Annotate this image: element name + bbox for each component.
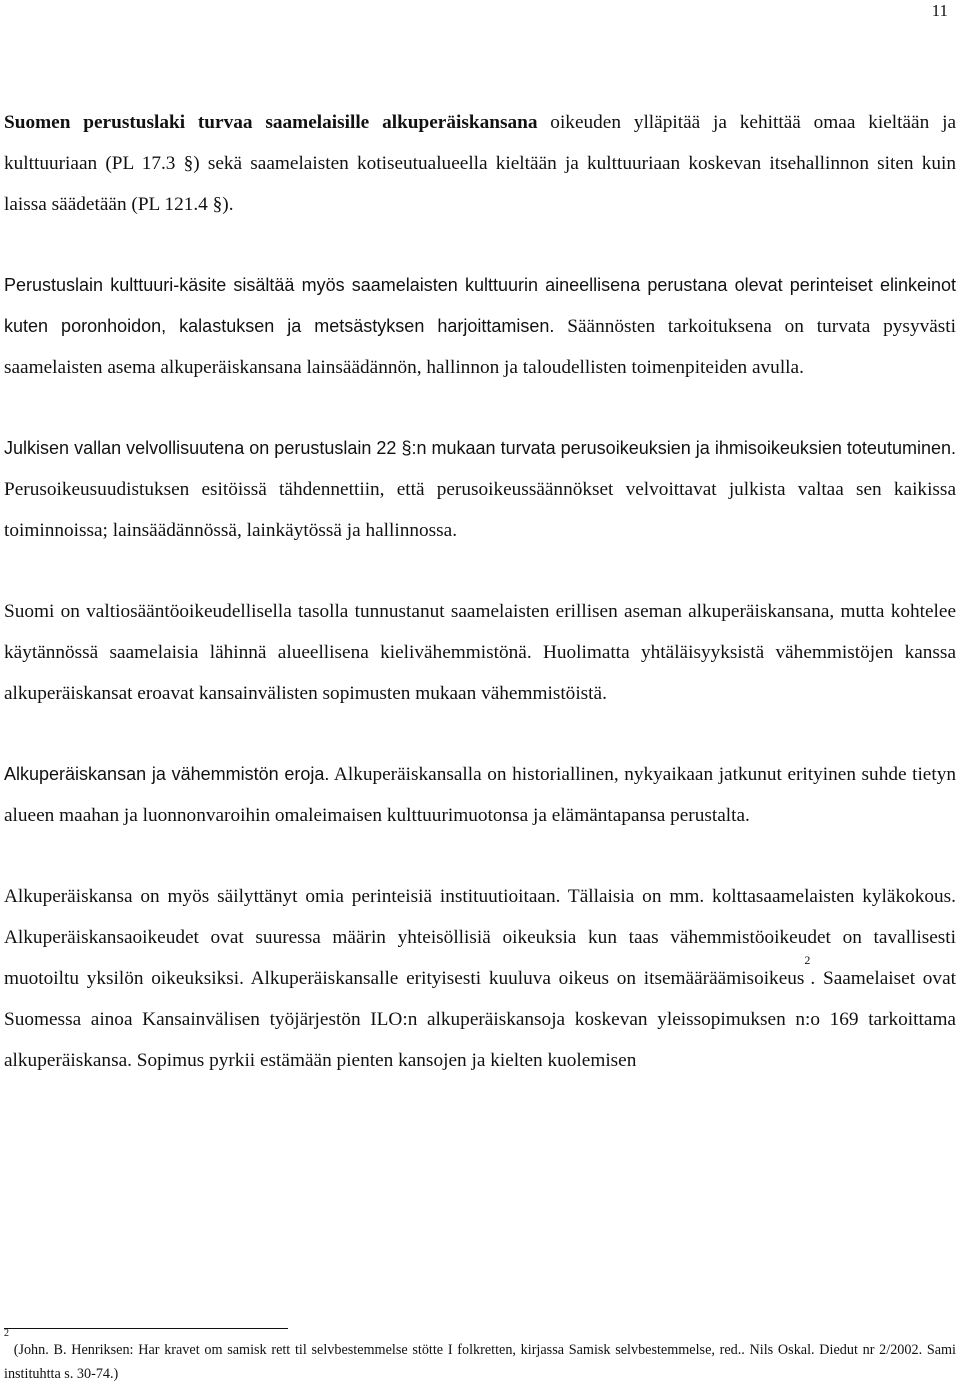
- footnote-number: 2: [4, 1328, 9, 1339]
- footnote-divider: [4, 1328, 288, 1329]
- paragraph-2: [4, 265, 956, 388]
- paragraph-6-text-after-note: . Saamelaiset ovat Suomessa ainoa Kansainvälisen työjärjestön ILO:n alkuperäiskansoja koskevan yleissopimuksen n:o 169 tarkoittama alkuperäiskansa. Sopimus pyrkii estämään pienten kansojen ja kielten kuolemisen: [4, 968, 956, 1071]
- paragraph-5-sans-heading: Alkuperäiskansan ja vähemmistön eroja.: [4, 764, 330, 784]
- paragraph-3-sans-text: Julkisen vallan velvollisuutena on perustuslain 22 §:n mukaan turvata perusoikeuksien ja ihmisoikeuksien toteutuminen.: [4, 438, 956, 458]
- paragraph-4-text: Suomi on valtiosääntöoikeudellisella tasolla tunnustanut saamelaisten erillisen aseman alkuperäiskansana, mutta kohtelee käytännössä saamelaisia lähinnä alueellisena kielivähemmistönä. Huolimatta yhtäläisyyksistä vähemmistöjen kanssa alkuperäiskansat eroavat kansainvälisten sopimusten mukaan vähemmistöistä.: [4, 601, 956, 704]
- paragraph-3-text: Perusoikeusuudistuksen esitöissä tähdennettiin, että perusoikeussäännökset velvoittavat julkista valtaa sen kaikissa toiminnoissa; lainsäädännössä, lainkäytössä ja hallinnossa.: [4, 479, 956, 541]
- paragraph-6: [4, 876, 956, 1081]
- paragraph-3: [4, 428, 956, 551]
- paragraph-2-sans-text: Perustuslain kulttuuri-käsite sisältää myös saamelaisten kulttuurin aineellisena perustana olevat perinteiset elinkeinot kuten poronhoidon, kalastuksen ja metsästyksen harjoittamisen.: [4, 275, 956, 336]
- paragraph-1-bold-lead: Suomen perustuslaki turvaa saamelaisille alkuperäiskansana: [4, 112, 538, 133]
- paragraph-1-text: oikeuden ylläpitää ja kehittää omaa kieltään ja kulttuuriaan (PL 17.3 §) sekä saamelaisten kotiseutualueella kieltään ja kulttuuriaan koskevan itsehallinnon siten kuin laissa säädetään (PL 121.4 §).: [4, 112, 957, 215]
- paragraph-6-text-before-note: Alkuperäiskansa on myös säilyttänyt omia perinteisiä instituutioitaan. Tällaisia on mm. kolttasaamelaisten kyläkokous. Alkuperäiskansaoikeudet ovat suuressa määrin yhteisöllisiä oikeuksia kun taas vähemmistöoikeudet on tavallisesti muotoiltu yksilön oikeuksiksi. Alkuperäiskansalle erityisesti kuuluva oikeus on itsemääräämisoikeus: [4, 886, 956, 989]
- paragraph-2-text: Säännösten tarkoituksena on turvata pysyvästi saamelaisten asema alkuperäiskansana lainsäädännön, hallinnon ja taloudellisten toimenpiteiden avulla.: [4, 316, 956, 378]
- paragraph-5-text: Alkuperäiskansalla on historiallinen, nykyaikaan jatkunut erityinen suhde tietyn alueen maahan ja luonnonvaroihin omaleimaisen kulttuurimuotonsa ja elämäntapansa perustalta.: [4, 764, 957, 826]
- page-number: 11: [931, 1, 948, 20]
- footnote-reference[interactable]: 2: [804, 953, 811, 967]
- paragraph-1: [4, 102, 956, 225]
- paragraph-5: [4, 754, 956, 836]
- footnote-text: (John. B. Henriksen: Har kravet om samisk rett til selvbestemmelse stötte I folkretten, kirjassa Samisk selvbestemmelse, red.. Nils Oskal. Diedut nr 2/2002. Sami instituhtta s. 30-74.): [4, 1342, 956, 1382]
- paragraph-4: [4, 591, 956, 714]
- footnote: [4, 1328, 956, 1386]
- body-text: [4, 102, 956, 1081]
